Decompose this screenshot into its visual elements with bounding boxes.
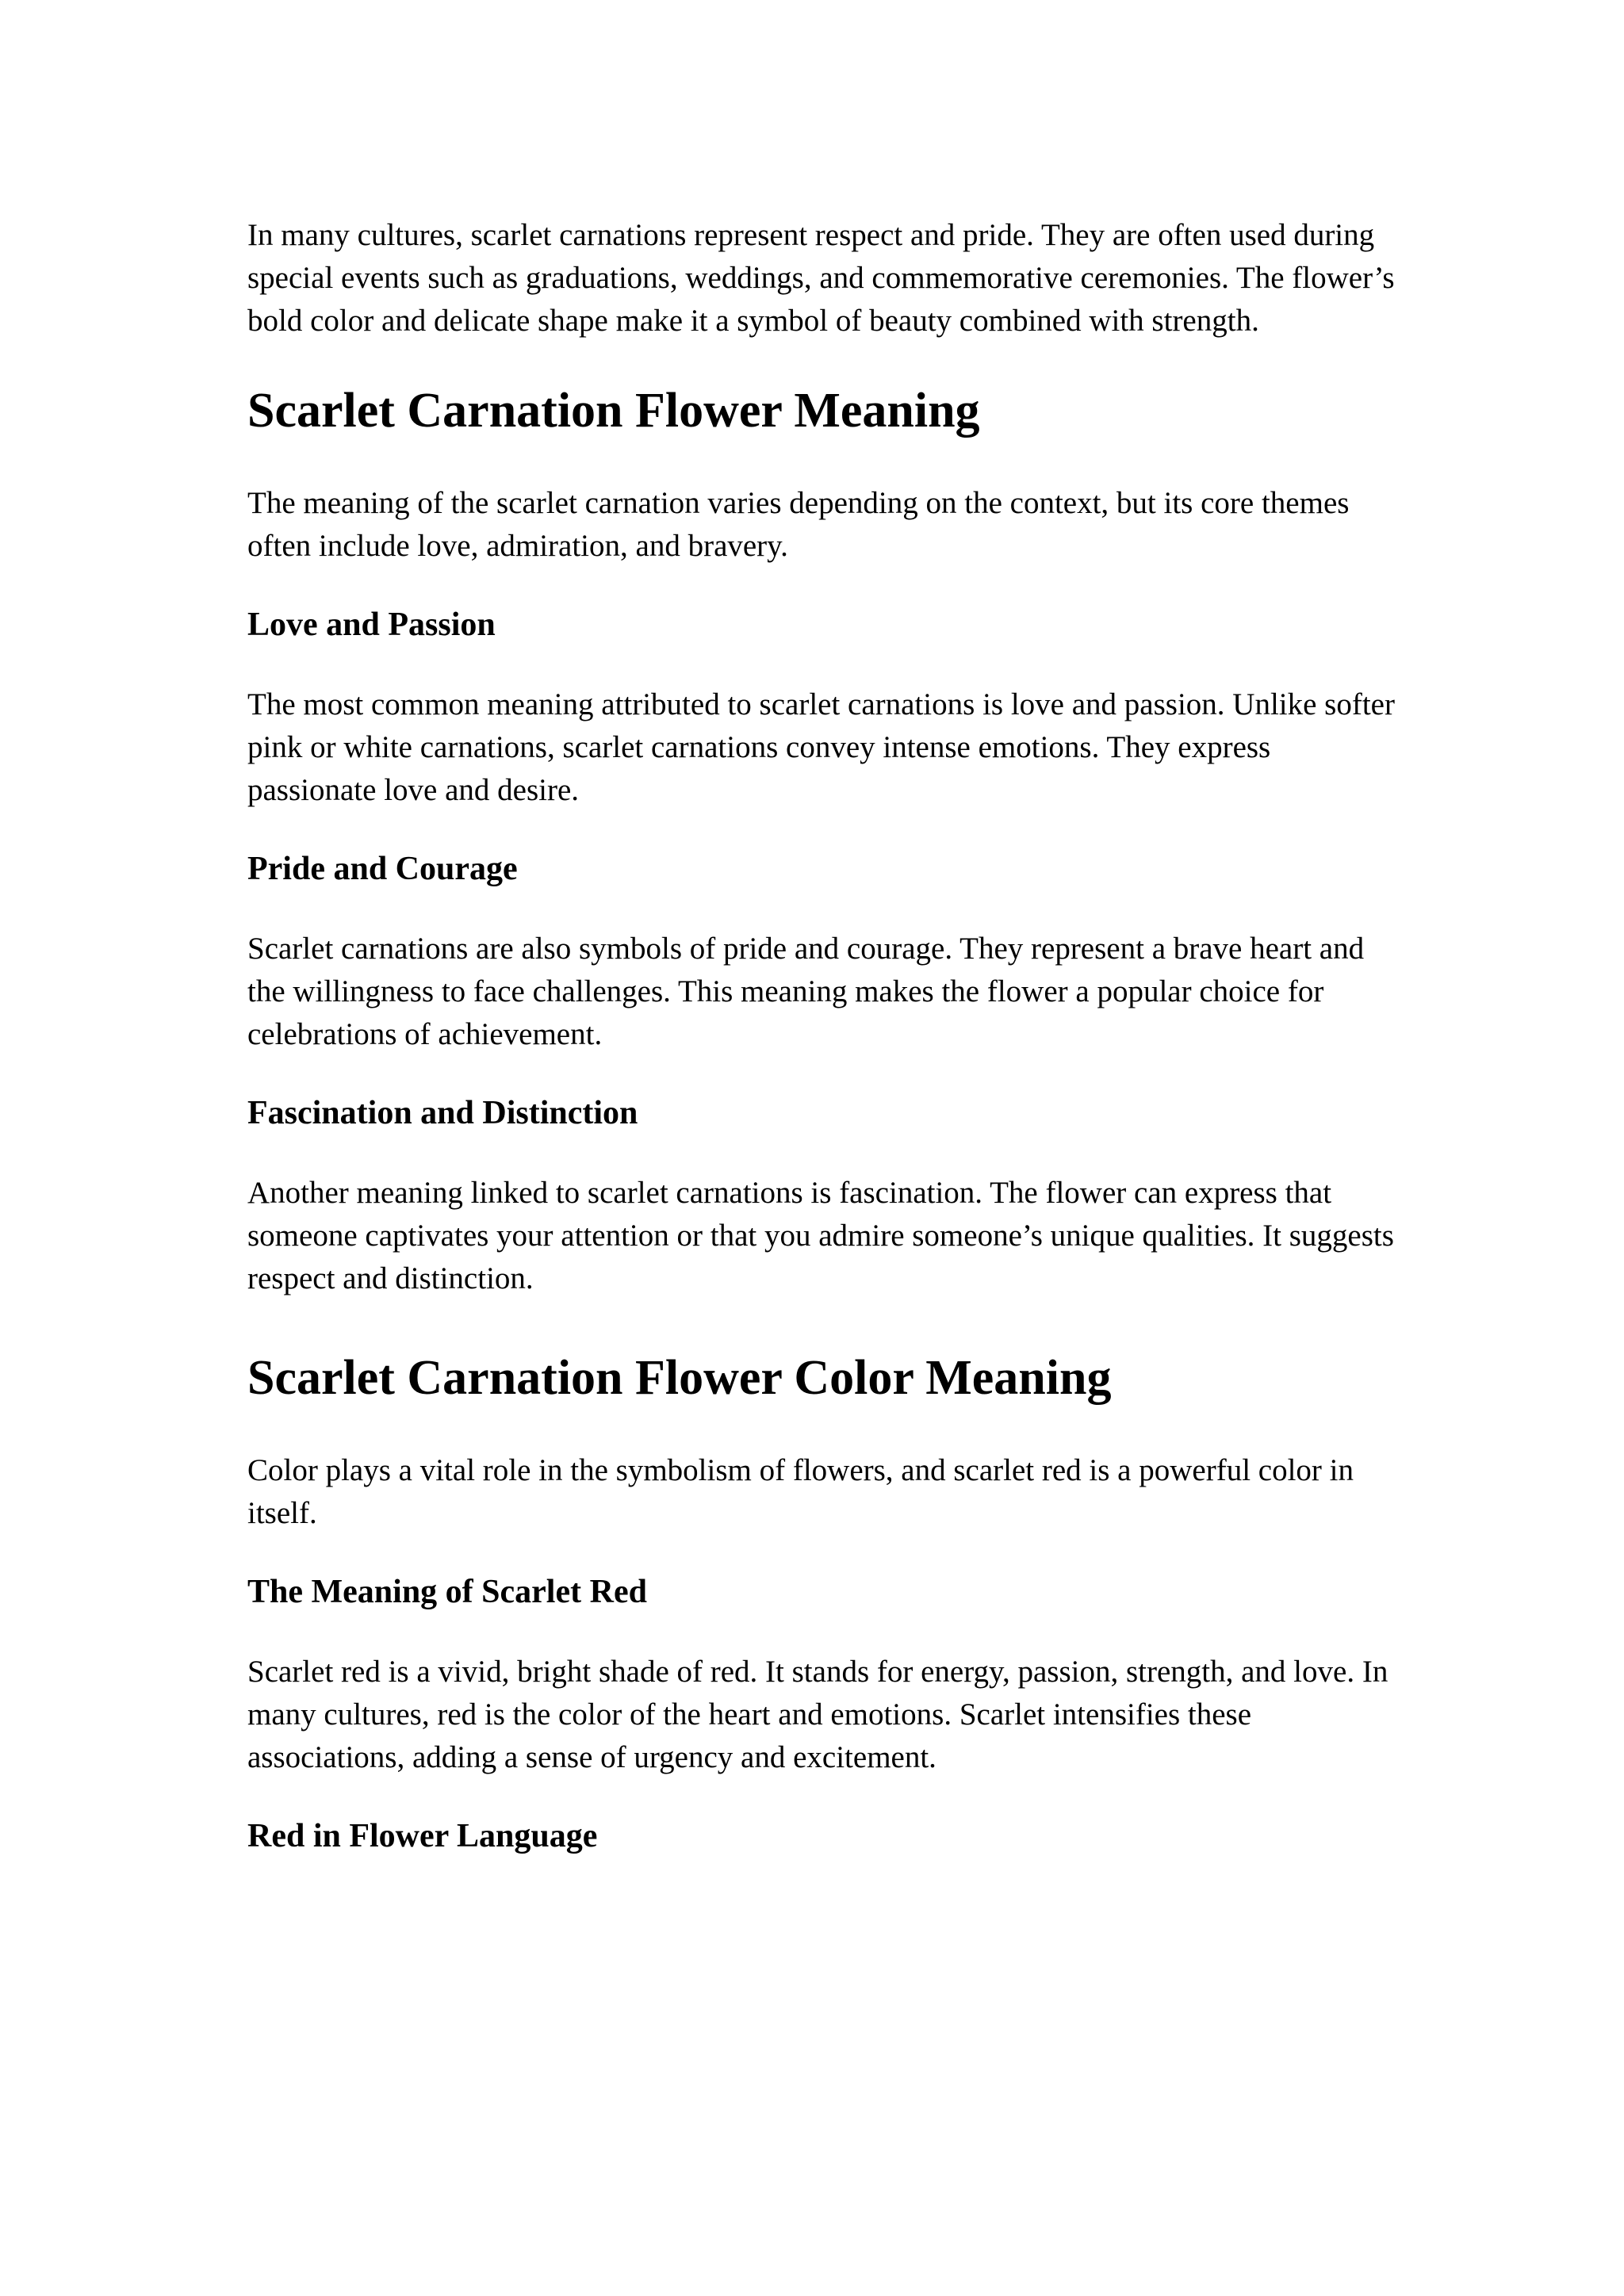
subheading-pride-and-courage: Pride and Courage xyxy=(247,851,518,887)
subheading-love-and-passion: Love and Passion xyxy=(247,607,496,643)
document-content xyxy=(247,214,1405,1857)
section-heading-color-meaning: Scarlet Carnation Flower Color Meaning xyxy=(247,1351,1112,1405)
section-heading-flower-meaning: Scarlet Carnation Flower Meaning xyxy=(247,384,980,438)
subheading-red-in-flower-language: Red in Flower Language xyxy=(247,1818,598,1854)
intro-paragraph: In many cultures, scarlet carnations represent respect and pride. They are often used during special events such as graduations, weddings, and commemorative ceremonies. The flower’s bold color and delicate shape make it a symbol of beauty combined with strength. xyxy=(247,218,1395,338)
paragraph-fascination-and-distinction: Another meaning linked to scarlet carnations is fascination. The flower can express that someone captivates your attention or that you admire someone’s unique qualities. It suggests respect and distinction. xyxy=(247,1176,1394,1295)
section-intro-flower-meaning: The meaning of the scarlet carnation varies depending on the context, but its core themes often include love, admiration, and bravery. xyxy=(247,486,1350,563)
paragraph-meaning-of-scarlet-red: Scarlet red is a vivid, bright shade of red. It stands for energy, passion, strength, and love. In many cultures, red is the color of the heart and emotions. Scarlet intensifies these associations, adding a sense of urgency and excitement. xyxy=(247,1655,1388,1774)
subheading-fascination-and-distinction: Fascination and Distinction xyxy=(247,1095,638,1131)
section-intro-color-meaning: Color plays a vital role in the symbolism of flowers, and scarlet red is a powerful color in itself. xyxy=(247,1453,1354,1530)
paragraph-love-and-passion: The most common meaning attributed to scarlet carnations is love and passion. Unlike softer pink or white carnations, scarlet carnations convey intense emotions. They express passionate love and desire. xyxy=(247,687,1395,807)
paragraph-pride-and-courage: Scarlet carnations are also symbols of pride and courage. They represent a brave heart and the willingness to face challenges. This meaning makes the flower a popular choice for celebrations of achievement. xyxy=(247,932,1365,1051)
subheading-meaning-of-scarlet-red: The Meaning of Scarlet Red xyxy=(247,1574,647,1610)
